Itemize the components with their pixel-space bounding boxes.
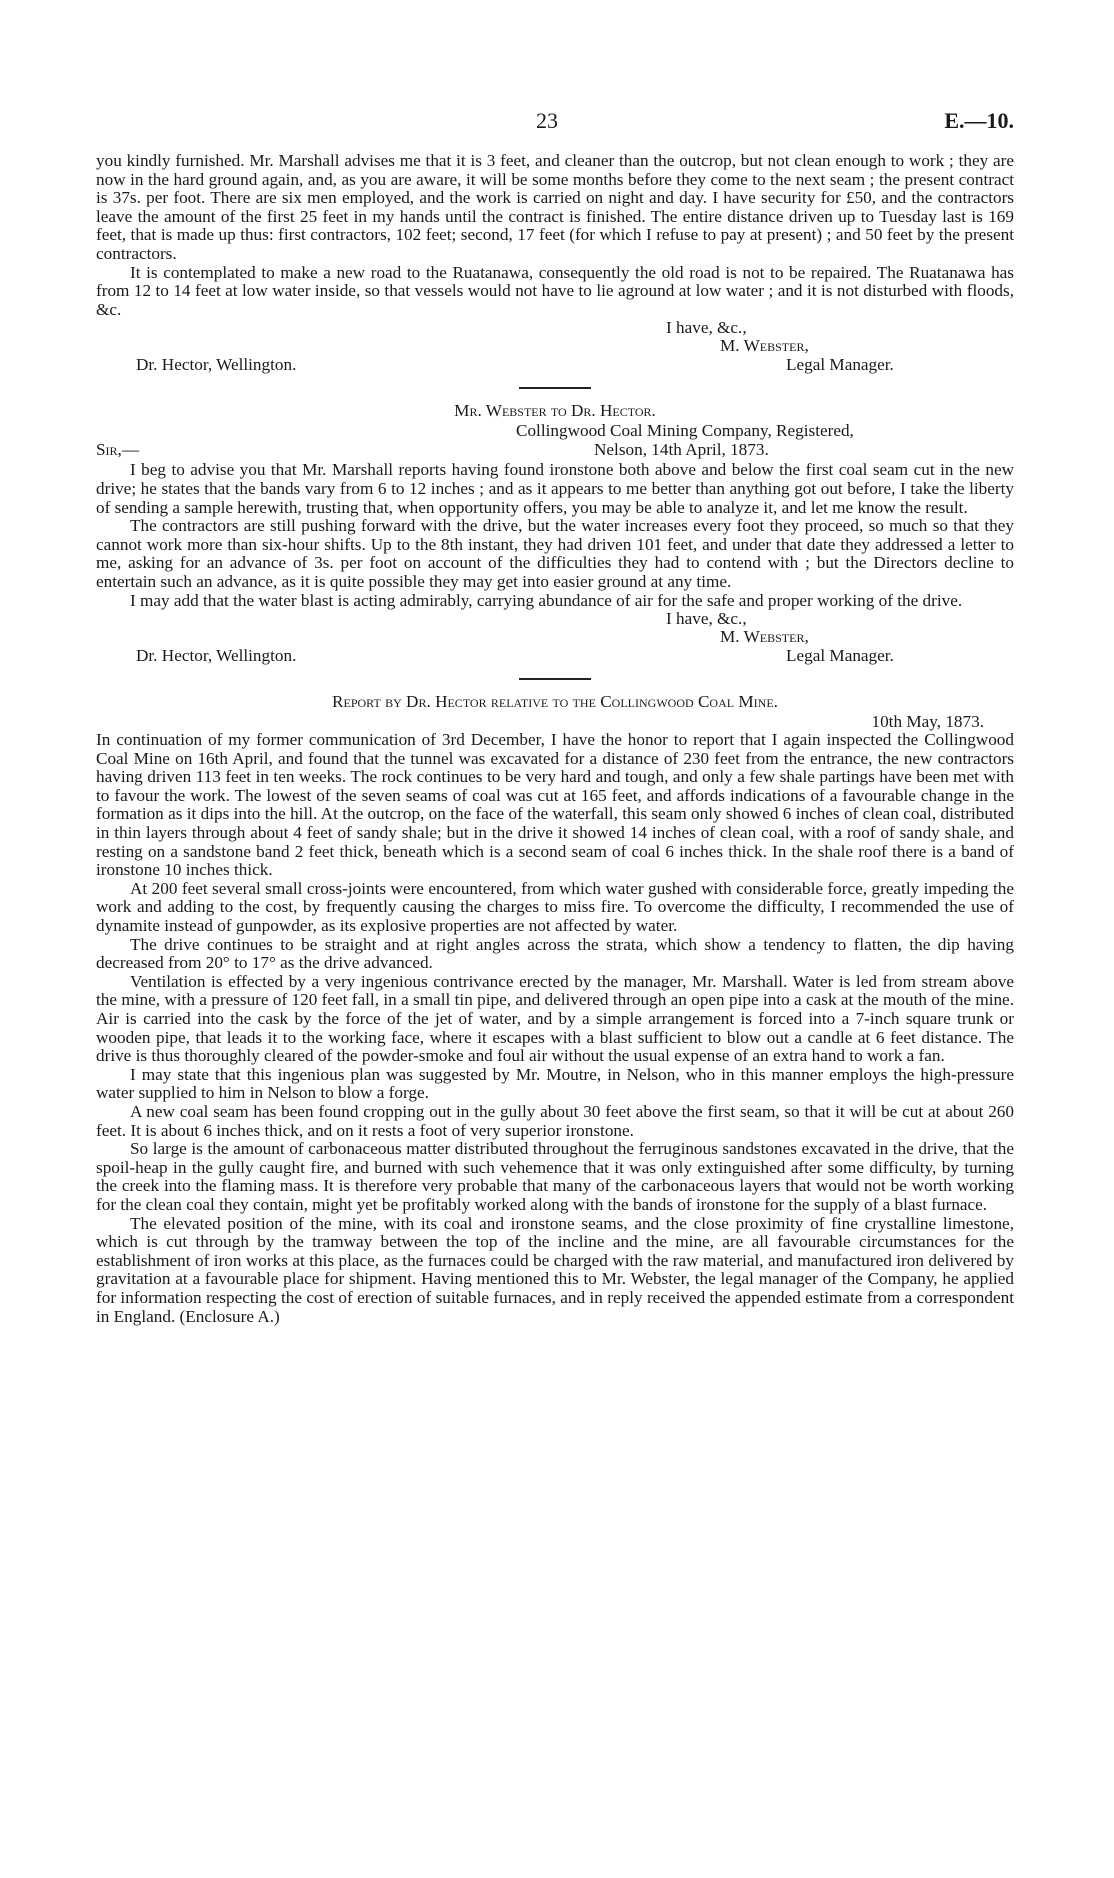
report-title: Report by Dr. Hector relative to the Collingwood Coal Mine. [332,692,778,712]
letter2-addressee: Dr. Hector, Wellington. [136,646,297,666]
page-header [96,108,1014,152]
letter2-address-line2: Nelson, 14th April, 1873. [594,440,769,460]
letter1-paragraph-2: It is contemplated to make a new road to the Ruatanawa, consequently the old road is not to be repaired. The Ruatanawa has from 12 to 14 feet at low water inside, so that vessels would not have to lie aground at low water ; and it is not disturbed with floods, &c. [96,262,1014,319]
letter2-paragraph-1: I beg to advise you that Mr. Marshall reports having found ironstone both above and below the first coal seam cut in the new drive; he states that the bands vary from 6 to 12 inches ; and as it appears to me better than anything got out before, I take the liberty of sending a sample herewith, trusting that, when opportunity offers, you may be able to analyze it, and let me know the result. [96,460,1014,517]
letter2-address-line1: Collingwood Coal Mining Company, Registered, [516,421,854,441]
document-page [96,108,1014,1326]
report-paragraph-4: Ventilation is effected by a very ingenious contrivance erected by the manager, Mr. Marshall. Water is led from stream above the mine, with a pressure of 120 feet fall, in a small tin pipe, and delivered through an open pipe into a cask at the mouth of the mine. Air is carried into the cask by the force of the jet of water, and by a simple arrangement is forced into a 7-inch square trunk or wooden pipe, that leads it to the working face, where it escapes with a blast sufficient to blow out a candle at 6 feet distance. The drive is thus thoroughly cleared of the powder-smoke and foul air without the usual expense of an extra hand to work a fan. [96,971,1014,1066]
letter1-continuation: you kindly furnished. Mr. Marshall advises me that it is 3 feet, and cleaner than the outcrop, but not clean enough to work ; they are now in the hard ground again, and, as you are aware, it will be some months before they come to the next seam ; the present contract is 37s. per foot. There are six men employed, and the work is carried on night and day. I have security for £50, and the contractors leave the amount of the first 25 feet in my hands until the contract is finished. The entire distance driven up to Tuesday last is 169 feet, that is made up thus: first contractors, 102 feet; second, 17 feet (for which I refuse to pay at present) ; and 50 feet by the present contractors. [96,151,1014,263]
letter1-closing: I have, &c., [666,318,747,338]
report-paragraph-1: In continuation of my former communication of 3rd December, I have the honor to report that I again inspected the Collingwood Coal Mine on 16th April, and found that the tunnel was excavated for a distance of 230 feet from the entrance, the new contractors having driven 113 feet in ten weeks. The rock continues to be very hard and tough, and only a few shale partings have been met with to favour the work. The lowest of the seven seams of coal was cut at 165 feet, and affords indications of a favourable change in the formation as it dips into the hill. At the outcrop, on the face of the waterfall, this seam only showed 6 inches of clean coal, distributed in thin layers through about 4 feet of sandy shale; but in the drive it showed 14 inches of clean coal, with a roof of sandy shale, and resting on a sandstone band 2 feet thick, beneath which is a second seam of coal 6 inches thick. In the shale roof there is a band of ironstone 10 inches thick. [96,730,1014,880]
report-date: 10th May, 1873. [871,712,984,732]
letter1-signer: M. Webster, [720,336,809,356]
letter2-signer-title: Legal Manager. [786,646,894,666]
document-reference: E.—10. [944,108,1014,133]
report-paragraph-3: The drive continues to be straight and at right angles across the strata, which show a tendency to flatten, the dip having decreased from 20° to 17° as the drive advanced. [96,934,1014,973]
report-paragraph-2: At 200 feet several small cross-joints were encountered, from which water gushed with considerable force, greatly impeding the work and adding to the cost, by frequently causing the charges to miss fire. To overcome the difficulty, I recommended the use of dynamite instead of gunpowder, as its explosive properties are not affected by water. [96,878,1014,936]
section-divider [519,387,591,389]
report-paragraph-7: So large is the amount of carbonaceous matter distributed throughout the ferruginous sandstones excavated in the drive, that the spoil-heap in the gully caught fire, and burned with such vehemence that it was only extinguished after some difficulty, by turning the creek into the flaming mass. It is therefore very probable that many of the carbonaceous layers that would not be worth working for the clean coal they contain, might yet be profitably worked along with the bands of ironstone for the supply of a blast furnace. [96,1139,1014,1214]
letter1-addressee: Dr. Hector, Wellington. [136,355,297,375]
letter1-signature-block [96,319,1014,377]
letter2-paragraph-3: I may add that the water blast is acting admirably, carrying abundance of air for the safe and proper working of the drive. [130,590,963,610]
report-paragraph-8: The elevated position of the mine, with its coal and ironstone seams, and the close proximity of fine crystalline limestone, which is cut through by the tramway between the top of the incline and the mine, are all favourable circumstances for the establishment of iron works at this place, as the furnaces could be charged with the raw material, and manufactured iron delivered by gravitation at a favourable place for shipment. Having mentioned this to Mr. Webster, the legal manager of the Company, he applied for information respecting the cost of erection of suitable furnaces, and in reply received the appended estimate from a correspondent in England. (Enclosure A.) [96,1213,1014,1326]
letter2-paragraph-2: The contractors are still pushing forward with the drive, but the water increases every foot they proceed, so much so that they cannot work more than six-hour shifts. Up to the 8th instant, they had driven 101 feet, and under that date they addressed a letter to me, asking for an advance of 3s. per foot on account of the difficulties they had to contend with ; but the Directors decline to entertain such an advance, as it is quite possible they may get into easier ground at any time. [96,516,1014,591]
report-paragraph-5: I may state that this ingenious plan was suggested by Mr. Moutre, in Nelson, who in this manner employs the high-pressure water supplied to him in Nelson to blow a forge. [96,1064,1014,1103]
section-divider [519,678,591,680]
letter2-signer: M. Webster, [720,627,809,647]
letter2-salutation: Sir,— [96,440,140,460]
page-number: 23 [536,108,558,133]
letter2-closing: I have, &c., [666,609,747,629]
letter1-signer-title: Legal Manager. [786,355,894,375]
letter2-signature-block [96,610,1014,668]
report-paragraph-6: A new coal seam has been found cropping out in the gully about 30 feet above the first seam, so that it will be cut at about 260 feet. It is about 6 inches thick, and on it rests a foot of very superior ironstone. [96,1101,1014,1140]
letter2-address-block [96,421,1014,461]
letter2-title: Mr. Webster to Dr. Hector. [454,401,656,421]
